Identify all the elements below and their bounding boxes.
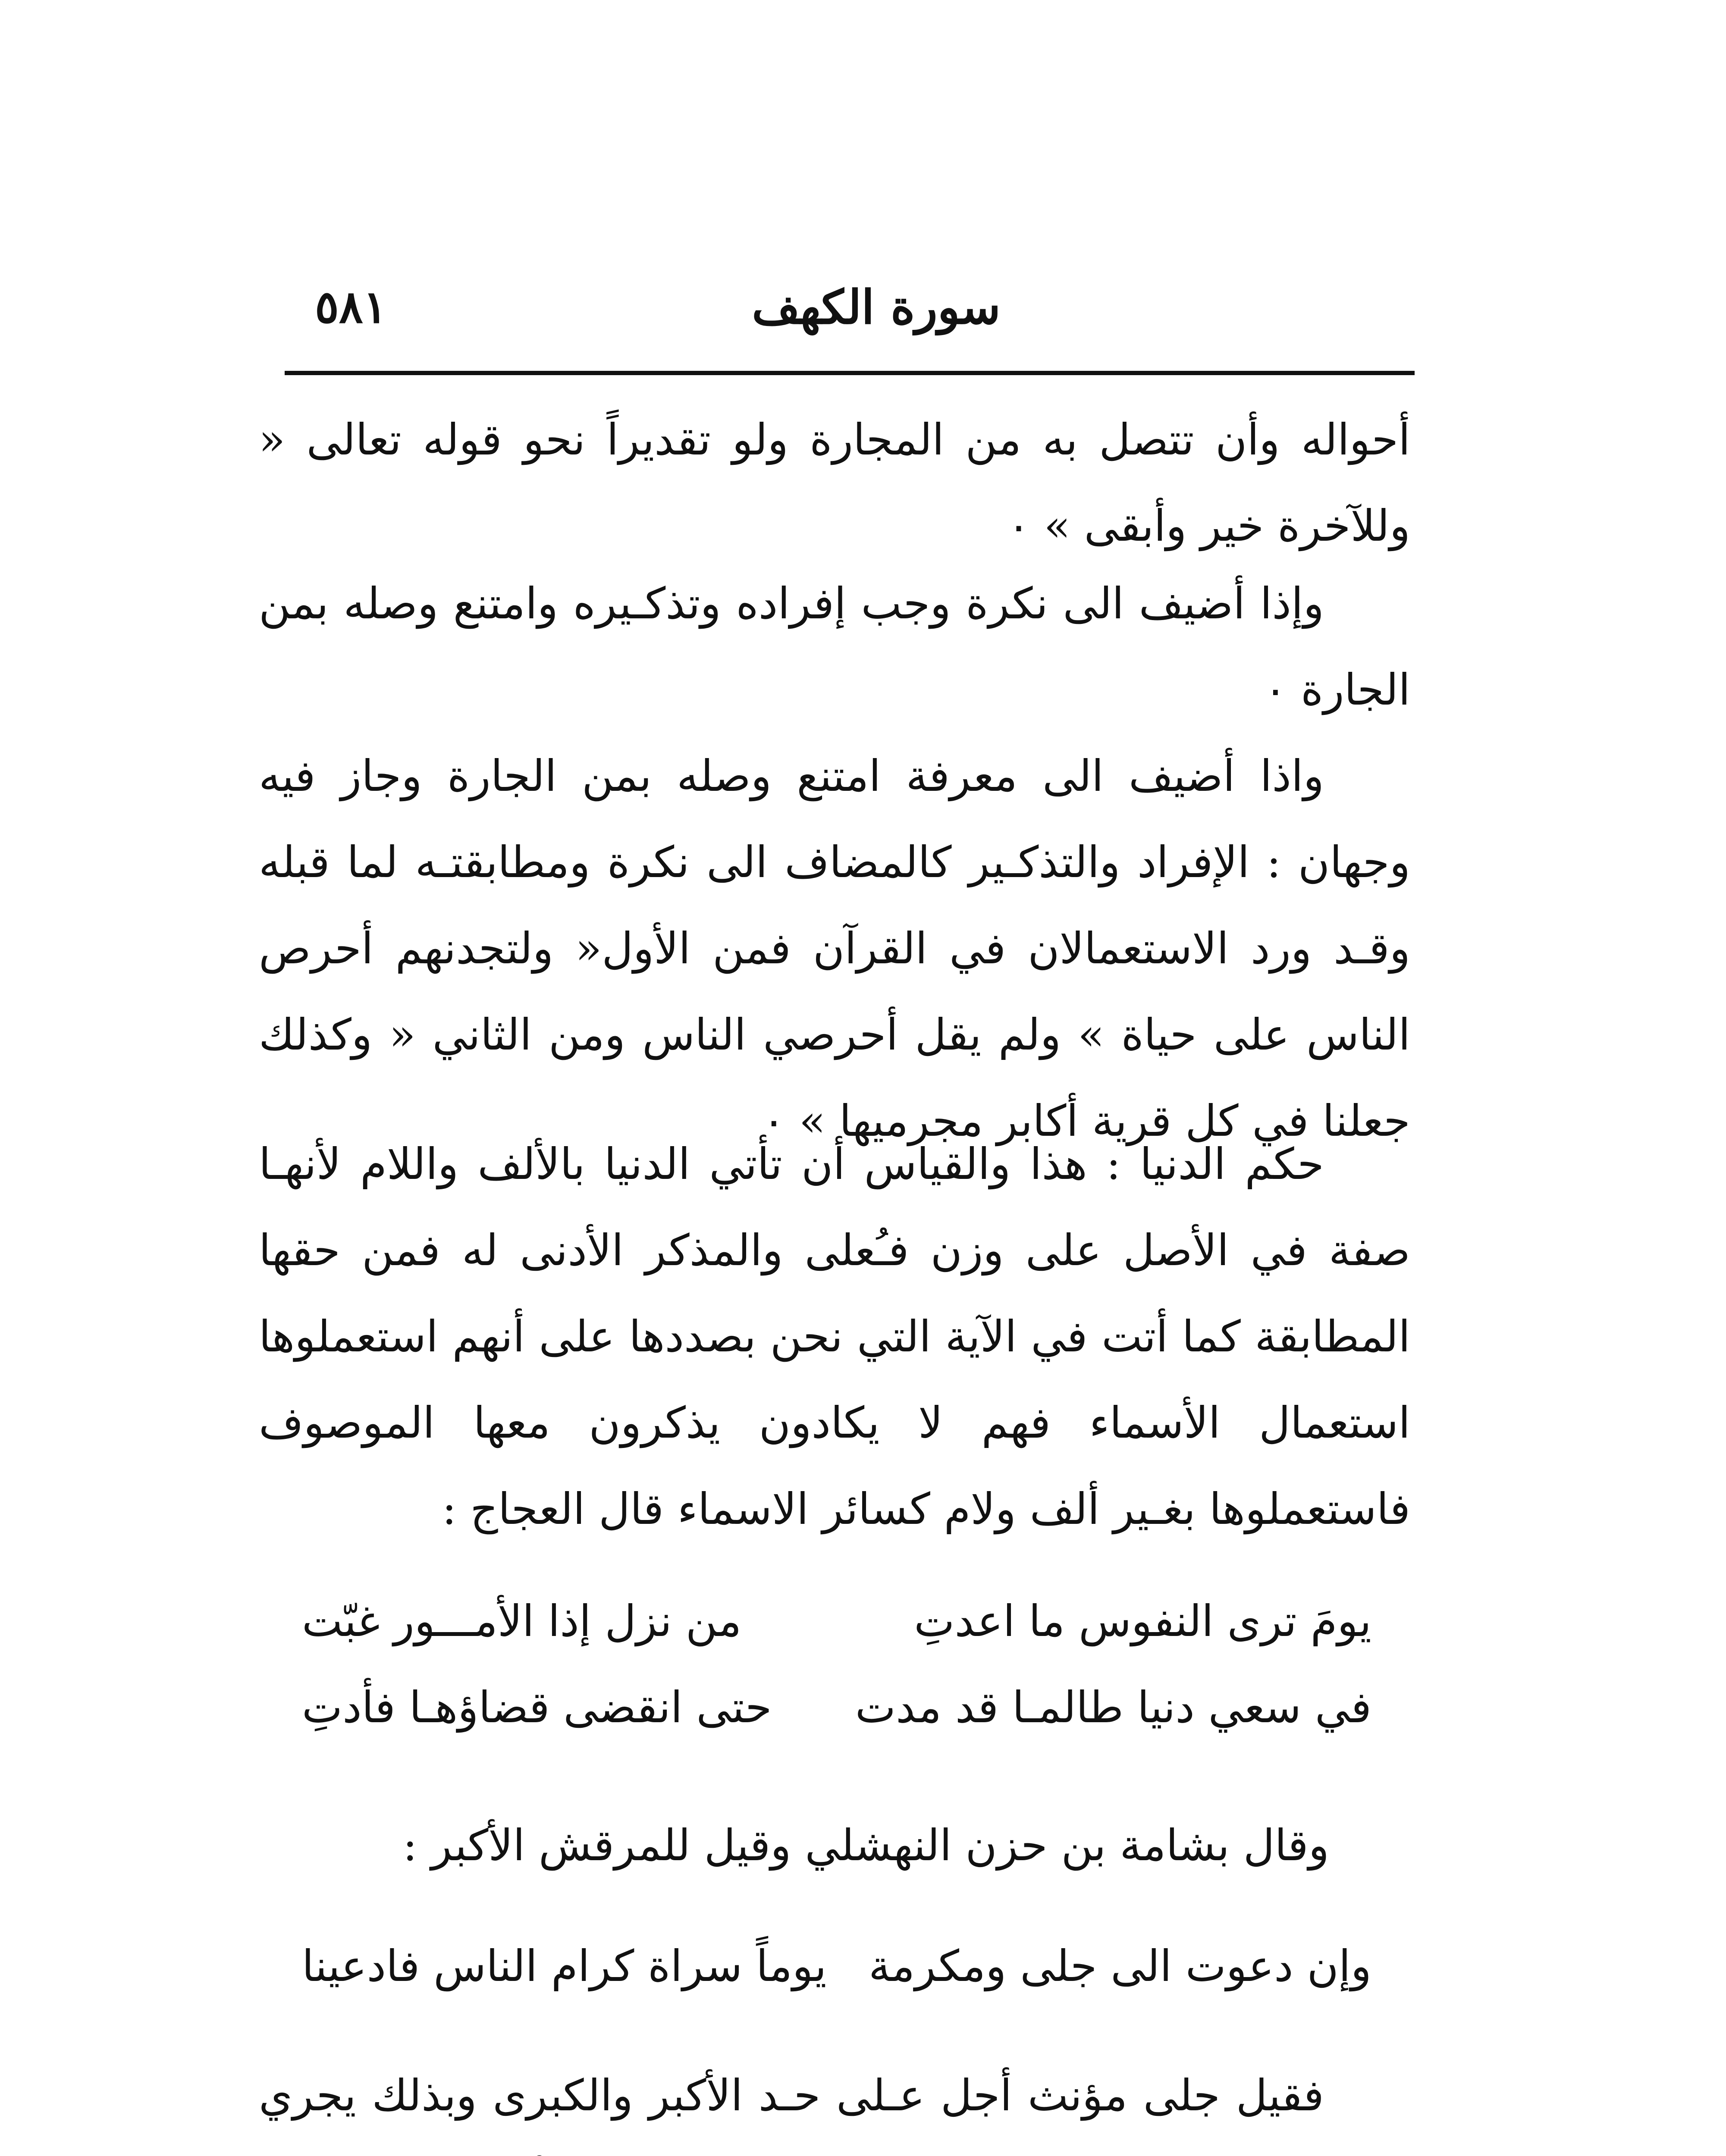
paragraph-3: واذا أضيف الى معرفة امتنع وصله بمن الجارة وجاز فيه وجهان : الإفراد والتذكـير كالمضاف الى نكرة ومطابقتـه لما قبله وقـد ورد الاستعمالان في القرآن فمن الأول« ولتجدنهم أحرص الناس على حياة » ولم يقل أحرصي الناس ومن الثاني « وكذلك جعلنا في كل قرية أكابر مجرميها » ٠ <box>259 751 1410 1146</box>
poem-1-line <box>302 1578 1371 1664</box>
hemistich-second: من نزل إذا الأمـــور غبّت <box>302 1596 742 1646</box>
poem-attribution: وقال بشامة بن حزن النهشلي وقيل للمرقش الأكبر : <box>402 1820 1329 1871</box>
hemistich-first: وإن دعوت الى جلى ومكرمة <box>869 1941 1371 1991</box>
paragraph-4: حكم الدنيا : هذا والقياس أن تأتي الدنيا بالألف واللام لأنهـا صفة في الأصل على وزن فـُعلى والمذكر الأدنى له فمن حقها المطابقة كما أتت في الآية التي نحن بصددها على أنهم استعملوها استعمال الأسماء فهم لا يكادون يذكرون معها الموصوف فاستعملوها بغـير ألف ولام كسائر الاسماء قال العجاج : <box>259 1139 1410 1534</box>
hemistich-second: يوماً سراة كرام الناس فادعينا <box>302 1941 827 1991</box>
poem-2 <box>302 1923 1371 2009</box>
hemistich-first: يومَ ترى النفوس ما اعدتِ <box>914 1596 1371 1646</box>
paragraph-1: أحواله وأن تتصل به من المجارة ولو تقديراً نحو قوله تعالى « وللآخرة خير وأبقى » ٠ <box>259 414 1410 551</box>
hemistich-second: حتى انقضى قضاؤهـا فأدتِ <box>302 1682 772 1733</box>
poem-2-line <box>302 1923 1371 2009</box>
page-number: ٥٨١ <box>315 280 387 333</box>
poem-1 <box>302 1578 1371 1751</box>
header-divider <box>285 371 1415 375</box>
surah-title: سورة الكهف <box>752 280 1001 335</box>
page-header <box>285 276 1415 362</box>
poem-1-line <box>302 1664 1371 1751</box>
hemistich-first: في سعي دنيا طالمـا قد مدت <box>855 1682 1371 1733</box>
paragraph-2: وإذا أضيف الى نكرة وجب إفراده وتذكـيره وامتنع وصله بمن الجارة ٠ <box>259 578 1410 715</box>
closing-paragraph: فقيل جلى مؤنث أجل عـلى حـد الأكبر والكبرى وبذلك يجري <box>259 2070 1324 2121</box>
